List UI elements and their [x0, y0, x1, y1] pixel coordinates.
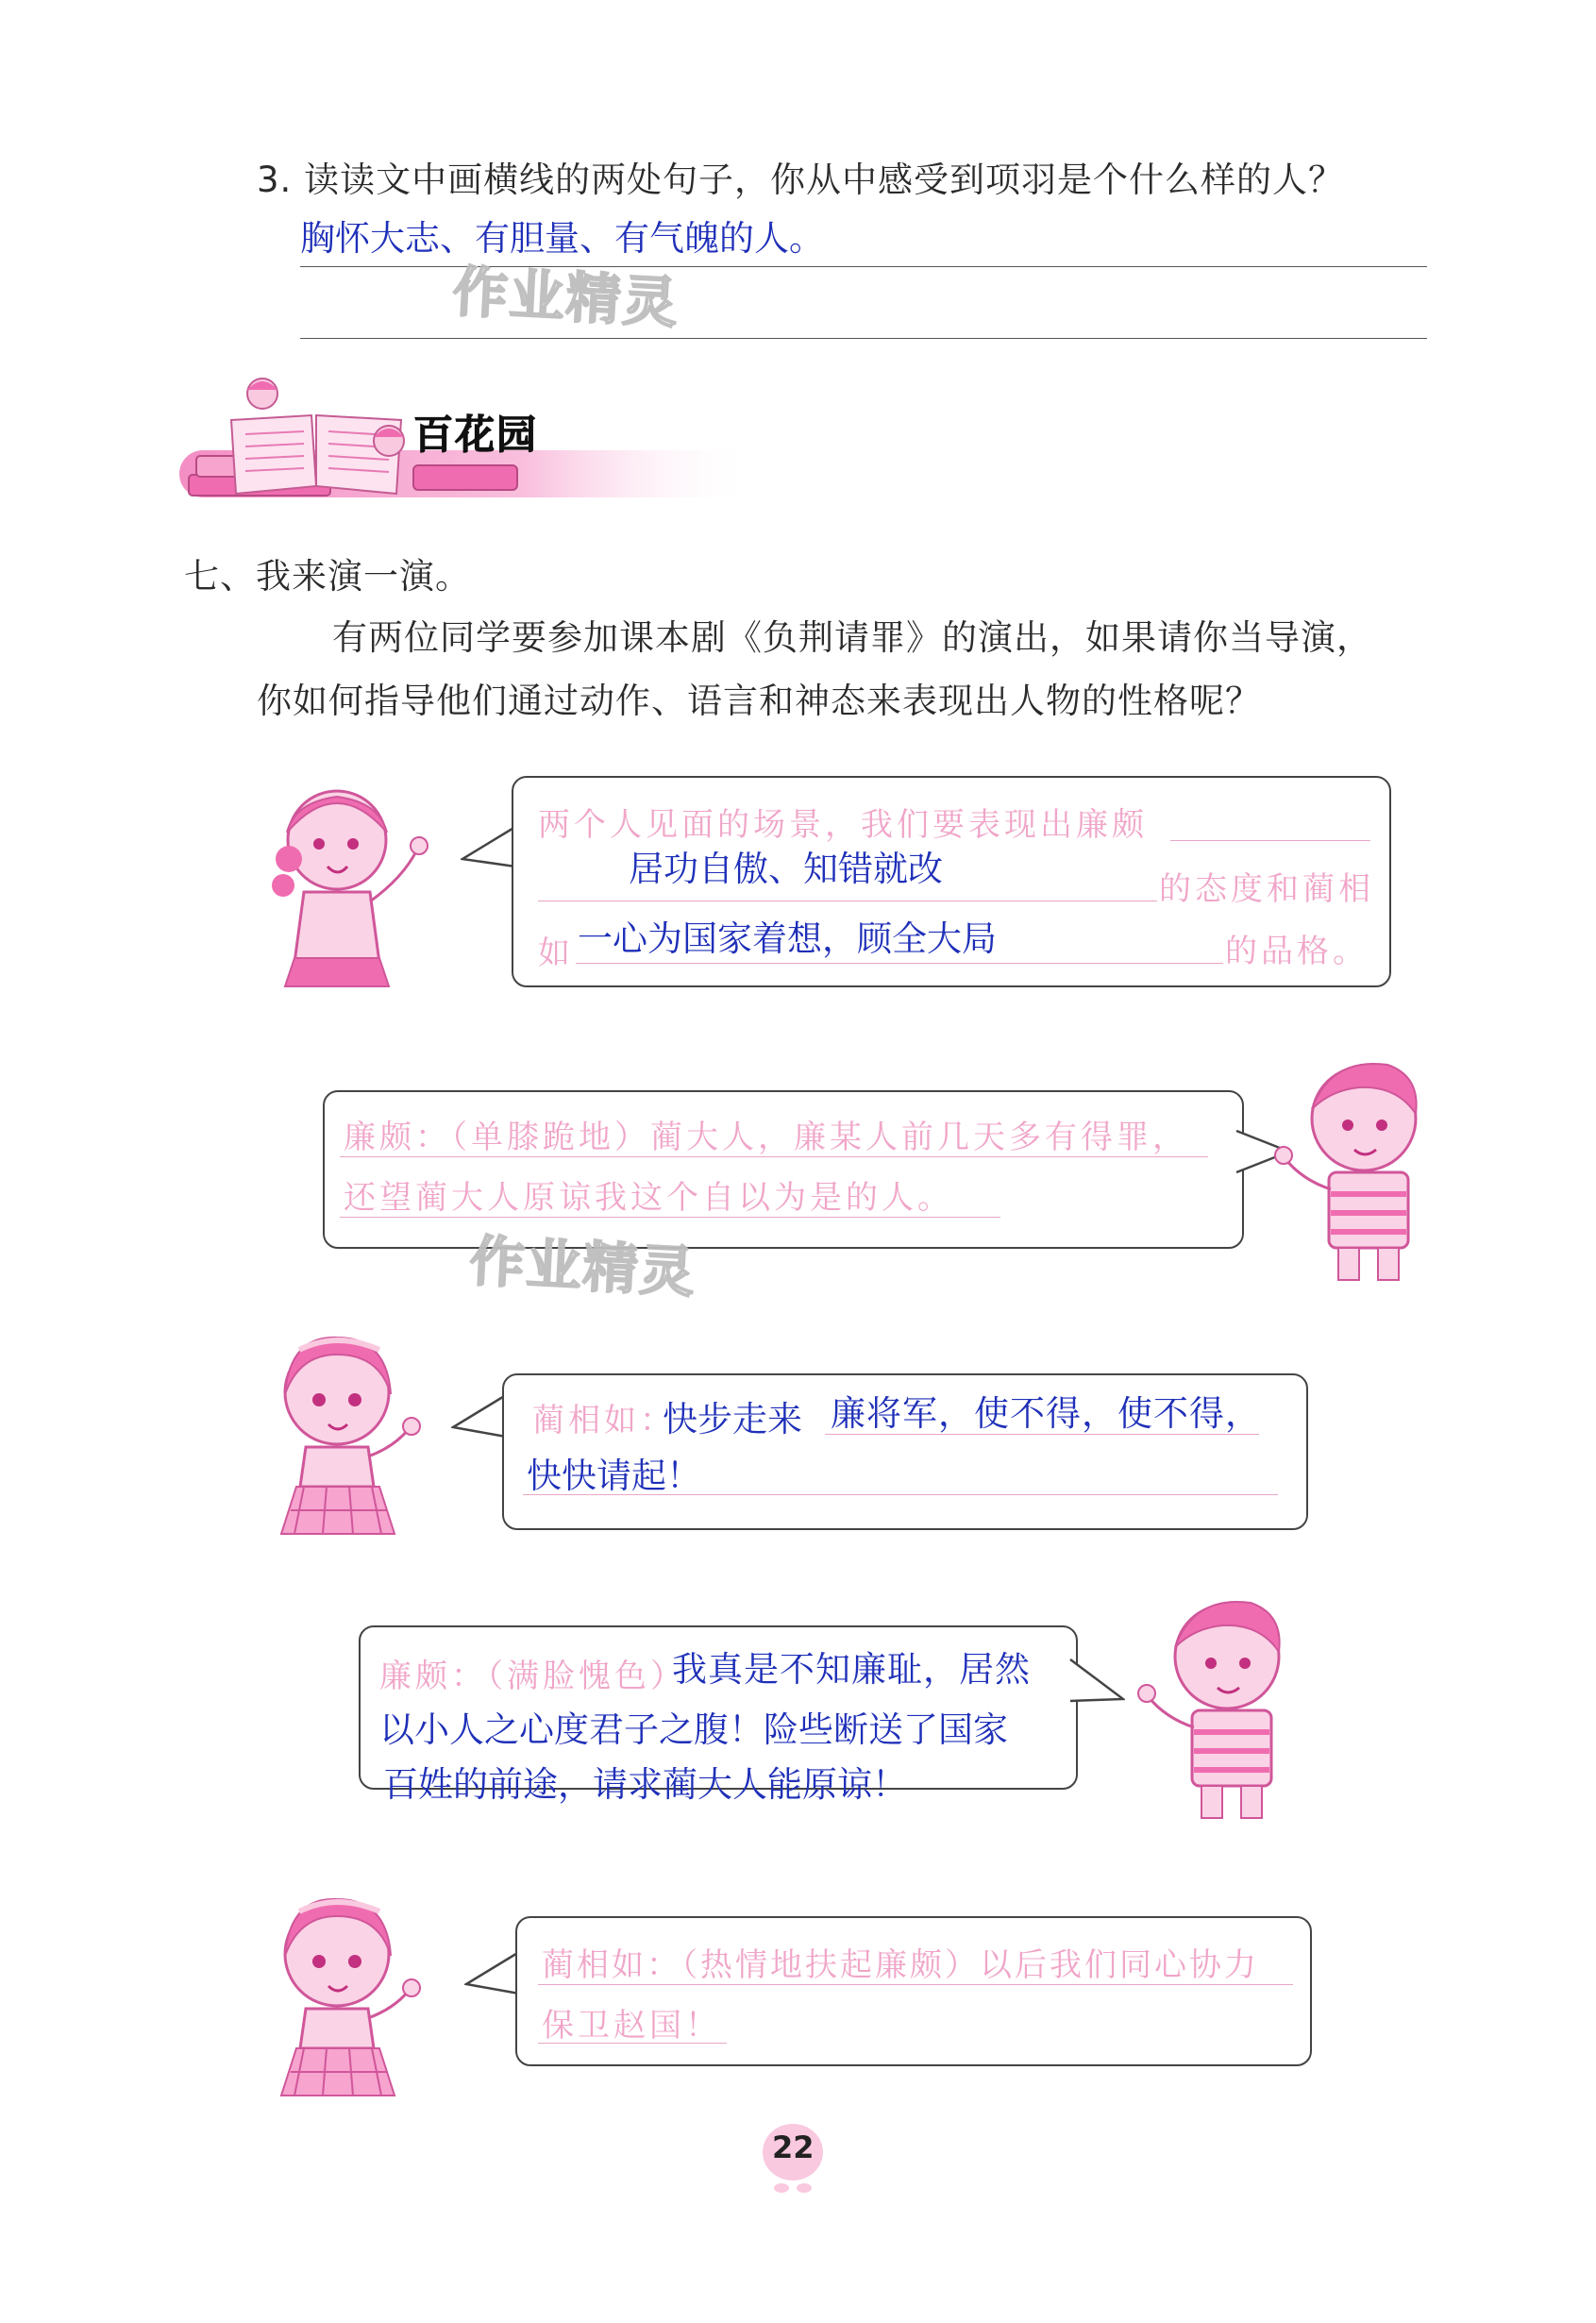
question-7-intro-line2: 你如何指导他们通过动作、语言和神态来表现出人物的性格呢？ — [257, 681, 1261, 721]
watermark: 作业精灵 — [468, 1228, 698, 1305]
bubble4-answer-line2: 以小人之心度君子之腹！险些断送了国家 — [379, 1709, 1008, 1750]
bubble4-answer-line3: 百姓的前途，请求蔺大人能原谅！ — [383, 1764, 907, 1805]
fill-line — [340, 1217, 1000, 1218]
speech-bubble-3 — [502, 1373, 1308, 1530]
fill-line — [340, 1156, 1208, 1157]
question-7-heading: 七、我来演一演。 — [184, 556, 471, 597]
girl-figure — [247, 1326, 436, 1557]
bubble3-prompt: 蔺相如： — [532, 1402, 676, 1439]
fill-line — [538, 1984, 1293, 1985]
bubble5-line1: 蔺相如：（热情地扶起廉颇）以后我们同心协力 — [542, 1946, 1259, 1984]
bubble3-answer-line2: 快快请起！ — [527, 1456, 701, 1496]
girl-figure — [247, 1888, 436, 2118]
fill-line — [523, 1494, 1278, 1495]
answer-line — [300, 338, 1427, 339]
fill-line — [576, 963, 1223, 964]
fill-line — [1170, 840, 1370, 841]
watermark: 作业精灵 — [451, 259, 681, 336]
boy-figure — [1128, 1586, 1307, 1835]
bubble1-prompt-part3: 如 — [538, 934, 574, 972]
speech-bubble-tail — [461, 819, 517, 876]
girl-figure — [247, 774, 445, 1004]
speech-bubble-4 — [359, 1625, 1078, 1805]
speech-bubble-5 — [515, 1916, 1312, 2066]
bubble4-answer-line1: 我真是不知廉耻，居然 — [672, 1649, 1031, 1690]
bubble5-line2: 保卫赵国！ — [542, 2007, 721, 2045]
speech-bubble-1 — [512, 776, 1391, 987]
page-number: 22 — [772, 2129, 815, 2165]
question-3: 3. 读读文中画横线的两处句子，你从中感受到项羽是个什么样的人？ — [257, 160, 1345, 200]
speech-bubble-tail — [464, 1944, 521, 2001]
bubble2-line2: 还望蔺大人原谅我这个自以为是的人。 — [344, 1179, 953, 1217]
question-7-intro-line1: 有两位同学要参加课本剧《负荆请罪》的演出，如果请你当导演， — [332, 617, 1372, 658]
bubble1-answer2: 一心为国家着想，顾全大局 — [578, 918, 997, 959]
bubble1-answer1: 居功自傲、知错就改 — [629, 849, 943, 889]
question-3-answer: 胸怀大志、有胆量、有气魄的人。 — [300, 218, 824, 259]
bubble3-answer-line1: 廉将军，使不得，使不得， — [831, 1393, 1261, 1434]
bubble2-line1: 廉颇：（单膝跪地）蔺大人，廉某人前几天多有得罪， — [344, 1119, 1188, 1156]
bubble1-prompt-part1: 两个人见面的场景，我们要表现出廉颇 — [538, 806, 1148, 844]
section-title: 百花园 — [413, 412, 539, 458]
speech-bubble-tail — [1068, 1652, 1125, 1709]
fill-line — [538, 2043, 727, 2044]
bubble1-prompt-part4: 的品格。 — [1225, 933, 1369, 970]
fill-line — [825, 1434, 1259, 1435]
boy-figure — [1265, 1048, 1444, 1297]
bubble4-prompt: 廉颇：（满脸愧色） — [379, 1658, 686, 1695]
bubble3-answer-action: 快步走来 — [663, 1399, 802, 1439]
speech-bubble-2 — [323, 1090, 1244, 1249]
speech-bubble-tail — [451, 1388, 508, 1444]
bubble1-prompt-part2: 的态度和蔺相 — [1159, 870, 1374, 908]
